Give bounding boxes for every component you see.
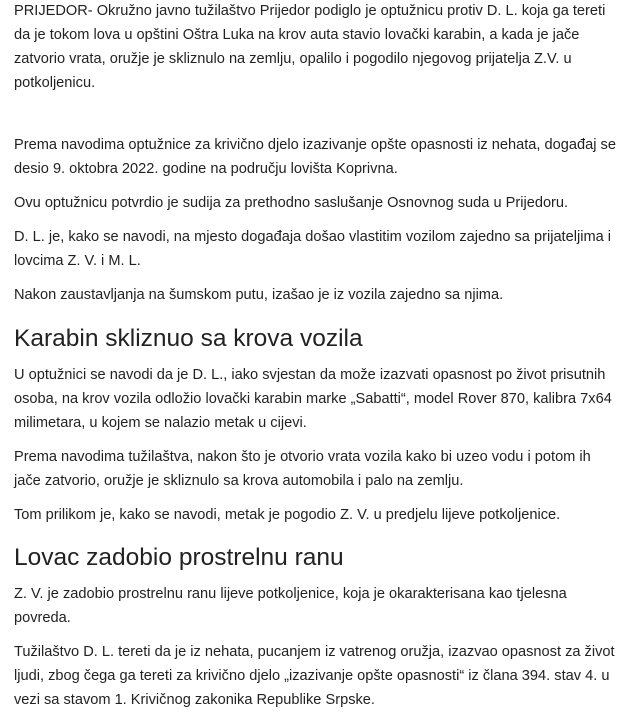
- article-paragraph: Prema navodima optužnice za krivično djelo izazivanje opšte opasnosti iz nehata, događaj se desio 9. oktobra 2022. godine na području lovišta Koprivna.: [14, 137, 616, 177]
- section-heading: Karabin skliznuo sa krova vozila: [14, 325, 363, 352]
- article-paragraph: Tom prilikom je, kako se navodi, metak je pogodio Z. V. u predjelu lijeve potkoljenice.: [14, 507, 561, 523]
- article-paragraph: U optužnici se navodi da je D. L., iako svjestan da može izazvati opasnost po život prisutnih osoba, na krov vozila odložio lovački karabin marke „Sabatti“, model Rover 870, kalibra 7x64 milimetara, u kojem se nalazio metak u cijevi.: [14, 367, 612, 431]
- article-paragraph: Z. V. je zadobio prostrelnu ranu lijeve potkoljenice, koja je okarakterisana kao tjelesna povreda.: [14, 586, 567, 626]
- article-paragraph: Ovu optužnicu potvrdio je sudija za prethodno saslušanje Osnovnog suda u Prijedoru.: [14, 195, 569, 211]
- article-paragraph: Prema navodima tužilaštva, nakon što je otvorio vrata vozila kako bi uzeo vodu i potom ih jače zatvorio, oružje je skliznulo sa krova automobila i palo na zemlju.: [14, 449, 591, 489]
- article-paragraph: Tužilaštvo D. L. tereti da je iz nehata, pucanjem iz vatrenog oružja, izazvao opasnost za život ljudi, zbog čega ga tereti za krivično djelo „izazivanje opšte opasnosti“ iz člana 394. stav 4. u vezi sa stavom 1. Krivičnog zakonika Republike Srpske.: [14, 644, 615, 708]
- article-lead-paragraph: PRIJEDOR- Okružno javno tužilaštvo Prijedor podiglo je optužnicu protiv D. L. koja ga tereti da je tokom lova u opštini Oštra Luka na krov auta stavio lovački karabin, a kada je jače zatvorio vrata, oružje je skliznulo na zemlju, opalilo i pogodilo njegovog prijatelja Z.V. u potkoljenicu.: [14, 3, 606, 91]
- article-paragraph: Nakon zaustavljanja na šumskom putu, izašao je iz vozila zajedno sa njima.: [14, 287, 504, 303]
- section-heading: Lovac zadobio prostrelnu ranu: [14, 544, 344, 571]
- article-paragraph: D. L. je, kako se navodi, na mjesto događaja došao vlastitim vozilom zajedno sa prijateljima i lovcima Z. V. i M. L.: [14, 229, 612, 269]
